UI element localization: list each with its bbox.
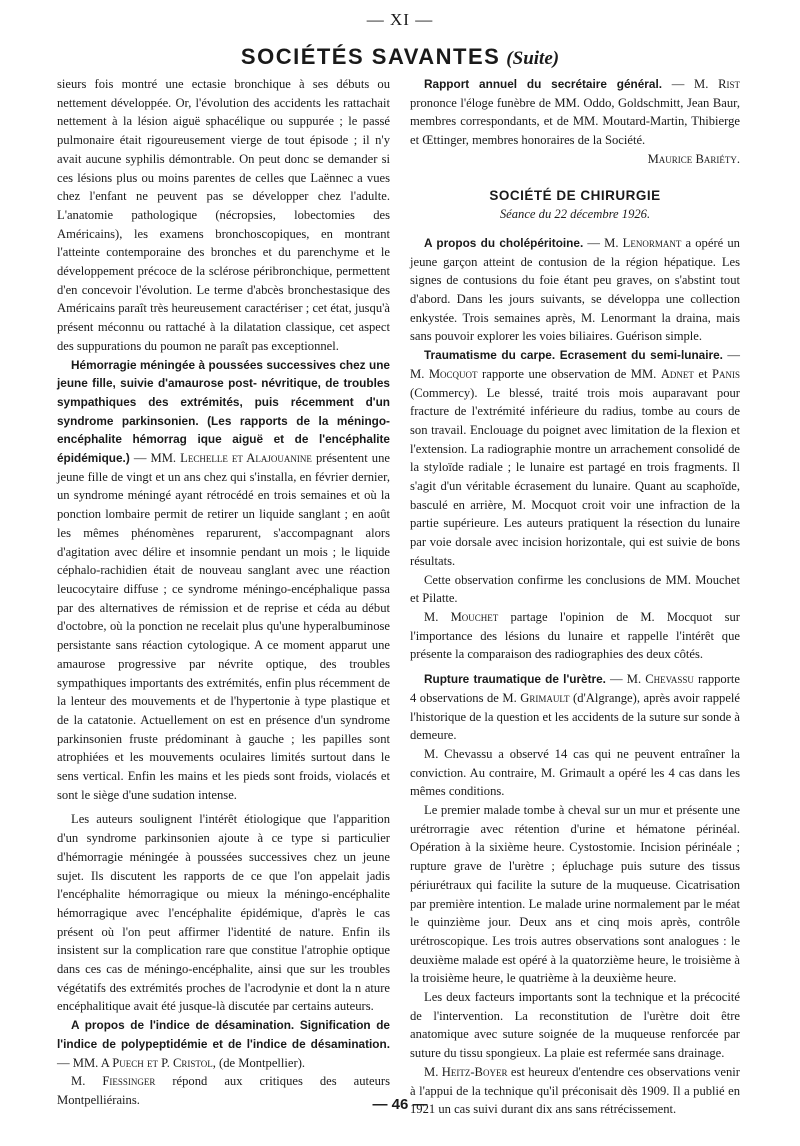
author-names: Mouchet: [450, 609, 499, 624]
paragraph-premier-malade: Le premier malade tombe à cheval sur un mur et présente une urétrorragie avec rétention d'urine et hématone périnéal. Opération à la sixième heure. Cystostomie. Incision périnéale ; rupture grave de l'urètre ; épluchage puis suture des tissus périurétraux qui facilite la suture de la muqueuse. Cicatrisation par première intention. Le malade urine normalement par le méat le quinzième jour. Deux ans et cinq mois après, contrôle urétroscopique. Les trois autres observations sont analogues : le deuxième malade est opéré à la quatorzième heure, le troisième à la troisième heure, le quatrième à la deuxième heure.: [410, 803, 740, 986]
author-names: Chevassu: [645, 672, 694, 687]
article-title: Rupture traumatique de l'urètre.: [424, 672, 606, 687]
author-names: Adnet: [660, 366, 694, 381]
paragraph-heitz-boyer: M. Heitz-Boyer est heureux d'entendre ces observations venir à l'appui de la technique qu'il préconisait dès 1909. Il a publié en 1921 un cas suivi durant dix ans sans rétrécissement.: [410, 1064, 740, 1117]
left-column: [57, 75, 390, 1110]
author-names: Heitz-Boyer: [441, 1064, 508, 1079]
author-names: Puech et P. Cristol: [112, 1055, 213, 1070]
author-names: Lechelle et Alajouanine: [180, 451, 312, 466]
paragraph-facteurs: Les deux facteurs importants sont la technique et la précocité de l'intervention. La reconstitution de l'urètre doit être anatomique avec suture soignée de la muqueuse renforcée par suture du tissu spongieux. La plaie est refermée sans drainage.: [410, 990, 740, 1061]
author-names: Mocquot: [428, 366, 478, 381]
paragraph-continuation: sieurs fois montré une ectasie bronchique à ses débuts ou nettement développée. Or, l'évolution des accidents les rattachait nettement à la lésion aiguë sphacélique ou suppurée ; le passé pulmonaire était rigoureusement vierge de tout épisode ; il n'y avait aucune syphilis démontrable. On peut donc se demander si ces lésions plus ou moins parentes de celles que Laënnec a vues chez l'enfant ne peuvent pas se développer chez l'adulte. L'anatomie pathologique (nécropsies, lobectomies des Américains), les examens bronchoscopiques, en montrant l'atteinte contemporaine des bronches et du parenchyme et le développement précoce de la sclérose péribronchique, permettent d'en concevoir l'évolution. Le terme d'abcès bronchestasique des Américains paraît très heureusement caractériser ; cet état, jusqu'à présent méconnu ou rattaché à la dilatation classique, cet aspect des suppurations du poumon ne paraît pas exceptionnel.: [57, 77, 390, 353]
session-date: Séance du 22 décembre 1926.: [499, 207, 651, 222]
article-title: Rapport annuel du secrétaire général.: [424, 77, 663, 91]
author-names: Lenormant: [622, 235, 682, 250]
article-title: A propos du cholépéritoine.: [424, 235, 584, 250]
author-names: Panis: [712, 366, 741, 381]
author-names: Grimault: [520, 690, 570, 705]
paragraph-auteurs: Les auteurs soulignent l'intérêt étiologique que l'apparition d'un syndrome parkinsonien ajoute à ce type si particulier d'hémorragie méningée à poussées successives chez un jeune sujet. Ils discutent les rapports de ce que l'on appelait jadis l'encéphalite hémorragique ou mieux la méningo-encéphalite hémorragique avec l'encéphalite épidémique, d'après le cas présent où l'on peut affirmer l'identité de nature. Enfin ils insistent sur la complication rare que constitue l'atrophie optique dans ces cas de méningo-encéphalite, ainsi que sur les troubles végétatifs des extrémités proches de l'acrodynie et dont la n ature encéphalitique avait été jusque-là discutée par certains auteurs.: [57, 812, 390, 1014]
paragraph-carpe: Traumatisme du carpe. Ecrasement du semi-lunaire. — M. Mocquot rapporte une observation de MM. Adnet et Panis (Commercy). Le blessé, traité trois mois auparavant pour fracture de l'extrémité inférieure du radius, tombe au cours de son travail. Enclouage du poignet avec limitation de la flexion et l'extension. La radiographie montre un arrachement consolidé de la styloïde radiale ; le lunaire est partagé en trois fragments. Il s'agit d'un véritable écrasement du lunaire. Quant au scaphoïde, basculé en arrière, M. Mocquot croit voir une infraction de la partie supérieure. Les auteurs pratiquent la résection du lunaire par voie dorsale avec incision horizontale, qui est suivie de bons résultats.: [410, 348, 741, 568]
paragraph-mouchet: M. Mouchet partage l'opinion de M. Mocquot sur l'importance des lésions du lunaire et rappelle l'intérêt que présente la comparaison des radiographies des deux côtés.: [410, 609, 741, 662]
paragraph-confirme: Cette observation confirme les conclusions de MM. Mouchet et Pilatte.: [410, 572, 740, 606]
paragraph-uretre: Rupture traumatique de l'urètre. — M. Chevassu rapporte 4 observations de M. Grimault (d'Algrange), après avoir rappelé l'historique de la question et les accidents de la suture sur sonde à demeure.: [410, 672, 741, 743]
article-title: A propos de l'indice de désamination. Signification de l'indice de polypeptidémie et de l'indice de désamination.: [57, 1018, 390, 1051]
section-title: SOCIÉTÉS SAVANTES: [240, 44, 501, 69]
page-number: — 46 —: [372, 1096, 428, 1113]
paragraph-fiessinger: M. Fiessinger répond aux critiques des auteurs Montpelliérains.: [57, 1074, 390, 1107]
right-column: [410, 75, 740, 1119]
signature: Maurice Bariéty.: [647, 151, 740, 166]
article-title: Hémorragie méningée à poussées successives chez une jeune fille, suivie d'amaurose post- névritique, de troubles sympathiques des extrémités, puis récemment d'un syndrome parkinsonien. (Les rapports de la méningo-encéphalite hémorrag ique aiguë et de l'encéphalite épidémique.): [57, 357, 390, 466]
paragraph-chevassu: M. Chevassu a observé 14 cas qui ne peuvent entraîner la conviction. Au contraire, M. Grimault a opéré les 4 cas dans les mêmes conditions.: [410, 746, 740, 799]
section-suite: (Suite): [506, 48, 560, 69]
paragraph-desamination: A propos de l'indice de désamination. Signification de l'indice de polypeptidémie et de l'indice de désamination. — MM. A Puech et P. Cristol, (de Montpellier).: [57, 1018, 390, 1070]
paragraph-cholaperitoine: A propos du cholépéritoine. — M. Lenormant a opéré un jeune garçon atteint de contusion de la région hépatique. Les signes de contusions du foie étant peu graves, on s'abstint tout d'abord. Dans les jours suivants, se développa une collection enkystée. Trois semaines après, M. Lenormant la draina, mais sans pouvoir explorer les voies biliaires. Guérison simple.: [410, 235, 740, 344]
paragraph-hemorragie: Hémorragie méningée à poussées successives chez une jeune fille, suivie d'amaurose post- névritique, de troubles sympathiques des extrémités, puis récemment d'un syndrome parkinsonien. (Les rapports de la méningo-encéphalite hémorrag ique aiguë et de l'encéphalite épidémique.) — MM. Lechelle et Alajouanine présentent une jeune fille de vingt et un ans chez qui s'installa, en février dernier, un syndrome méningé ayant rétrocédé en trois semaines et où la ponction lombaire permit de retirer un liquide sanglant ; en août les mêmes phénomènes reparurent, s'accompagnant alors d'agitation avec délire et insomnie pendant un mois ; le liquide céphalo-rachidien était de nouveau sanglant avec une réaction leucocytaire diffuse ; ce syndrome méningo-encéphalique passa par des alternatives de rémission et de reprise et céda au début d'octobre, où la ponction ne recelait plus qu'une hyperalbuminose persistante sans réaction cytologique. A ce moment apparut une amaurose progressive par névrite optique, des troubles sympathiques importants des extrémités, enfin plus récemment de la lenteur des mouvements et de l'hypertonie à type plastique et de la catatonie. Actuellement on est en présence d'un syndrome parkinsonien fruste prédominant à gauche ; les papilles sont atrophiées et les mouvements oculaires limités surtout dans le sens vertical. Enfin les mains et les pieds sont froids, violacés et sont le siège d'une sudation intense.: [57, 357, 390, 802]
society-heading: SOCIÉTÉ DE CHIRURGIE: [489, 187, 661, 203]
author-names: Fiessinger: [102, 1074, 156, 1089]
section-header: [0, 44, 800, 70]
paragraph-rapport: Rapport annuel du secrétaire général. — M. Rist prononce l'éloge funèbre de MM. Oddo, Goldschmitt, Jean Baur, membres correspondants, et de MM. Moutard-Martin, Thibierge et Œttinger, membres honoraires de la Société. Maurice Bariéty.: [410, 75, 740, 169]
author-names: Rist: [718, 77, 740, 91]
article-title: Traumatisme du carpe. Ecrasement du semi-lunaire.: [424, 348, 723, 363]
roman-page-number: — XI —: [366, 10, 434, 29]
